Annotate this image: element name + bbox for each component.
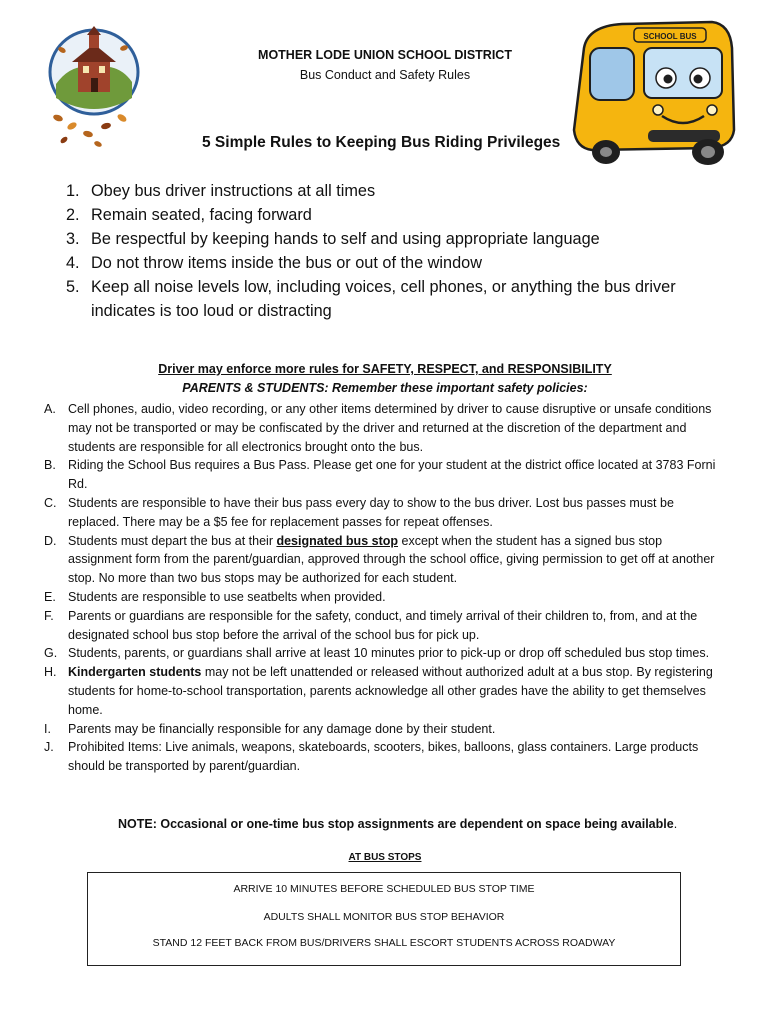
list-item: A. Cell phones, audio, video recording, or any other items determined by driver to cause disruptive or unsafe conditions may not be transported or may be confiscated by the driver and returned at the discretion of the department and students are responsible for all electronics brought onto the bus. bbox=[44, 402, 712, 454]
list-item: I. Parents may be financially responsible for any damage done by their student. bbox=[44, 721, 496, 736]
bus-stop-rules-box bbox=[87, 872, 681, 966]
space-availability-note: NOTE: Occasional or one-time bus stop assignments are dependent on space being available. bbox=[118, 817, 678, 831]
district-name: MOTHER LODE UNION SCHOOL DISTRICT bbox=[258, 48, 512, 62]
list-item: 2. Remain seated, facing forward bbox=[66, 206, 312, 224]
document-subtitle: Bus Conduct and Safety Rules bbox=[299, 68, 471, 82]
rules-title: 5 Simple Rules to Keeping Bus Riding Privileges bbox=[202, 134, 561, 151]
list-item: 5. Keep all noise levels low, including voices, cell phones, or anything the bus driver indicates is too loud or distracting bbox=[66, 278, 676, 320]
bus-sign-text: SCHOOL BUS bbox=[643, 32, 697, 41]
kindergarten-emphasis: Kindergarten students bbox=[68, 665, 202, 680]
school-district-logo bbox=[42, 22, 142, 152]
list-item: C. Students are responsible to have their bus pass every day to show to the bus driver. Lost bus passes must be replaced. There may be a $5 fee for replacement passes for repeat offenses. bbox=[44, 495, 674, 529]
bus-stop-rule: ARRIVE 10 MINUTES BEFORE SCHEDULED BUS STOP TIME bbox=[233, 883, 535, 895]
at-bus-stops-heading: AT BUS STOPS bbox=[348, 852, 422, 863]
bus-rules-list bbox=[66, 179, 726, 323]
list-item: 4. Do not throw items inside the bus or out of the window bbox=[66, 254, 482, 272]
bus-stop-rule: ADULTS SHALL MONITOR BUS STOP BEHAVIOR bbox=[263, 911, 505, 923]
list-item: G. Students, parents, or guardians shall arrive at least 10 minutes prior to pick-up or drop off scheduled bus stop times. bbox=[44, 646, 710, 661]
list-item: F. Parents or guardians are responsible for the safety, conduct, and timely arrival of their children to, from, and at the designated school bus stop before the arrival of the school bus for pick up. bbox=[44, 608, 698, 642]
parents-heading: PARENTS & STUDENTS: Remember these important safety policies: bbox=[182, 381, 588, 395]
list-item: E. Students are responsible to use seatbelts when provided. bbox=[44, 589, 386, 604]
school-bus-illustration bbox=[562, 18, 738, 168]
list-item: 1. Obey bus driver instructions at all times bbox=[66, 182, 376, 200]
list-item: D. Students must depart the bus at their designated bus stop except when the student has a signed bus stop assignment form from the parent/guardian, approved through the school office, giving permission to get off at another stop. No more than two bus stops may be authorized for each student. bbox=[44, 533, 715, 586]
list-item: H. Kindergarten students may not be left unattended or released without authorized adult at a bus stop. By registering students for home-to-school transportation, parents acknowledge all other grades have the ability to get themselves home. bbox=[44, 665, 713, 717]
enforce-heading: Driver may enforce more rules for SAFETY, RESPECT, and RESPONSIBILITY bbox=[158, 362, 612, 376]
designated-bus-stop-emphasis: designated bus stop bbox=[276, 533, 399, 548]
list-item: B. Riding the School Bus requires a Bus Pass. Please get one for your student at the district office located at 3783 Forni Rd. bbox=[44, 458, 716, 492]
list-item: 3. Be respectful by keeping hands to self and using appropriate language bbox=[66, 230, 600, 248]
bus-stop-rule: STAND 12 FEET BACK FROM BUS/DRIVERS SHALL ESCORT STUDENTS ACROSS ROADWAY bbox=[152, 937, 616, 949]
safety-policies-list bbox=[44, 400, 724, 776]
list-item: J. Prohibited Items: Live animals, weapons, skateboards, scooters, bikes, balloons, glass containers. Large products should be transported by parent/guardian. bbox=[44, 740, 699, 774]
